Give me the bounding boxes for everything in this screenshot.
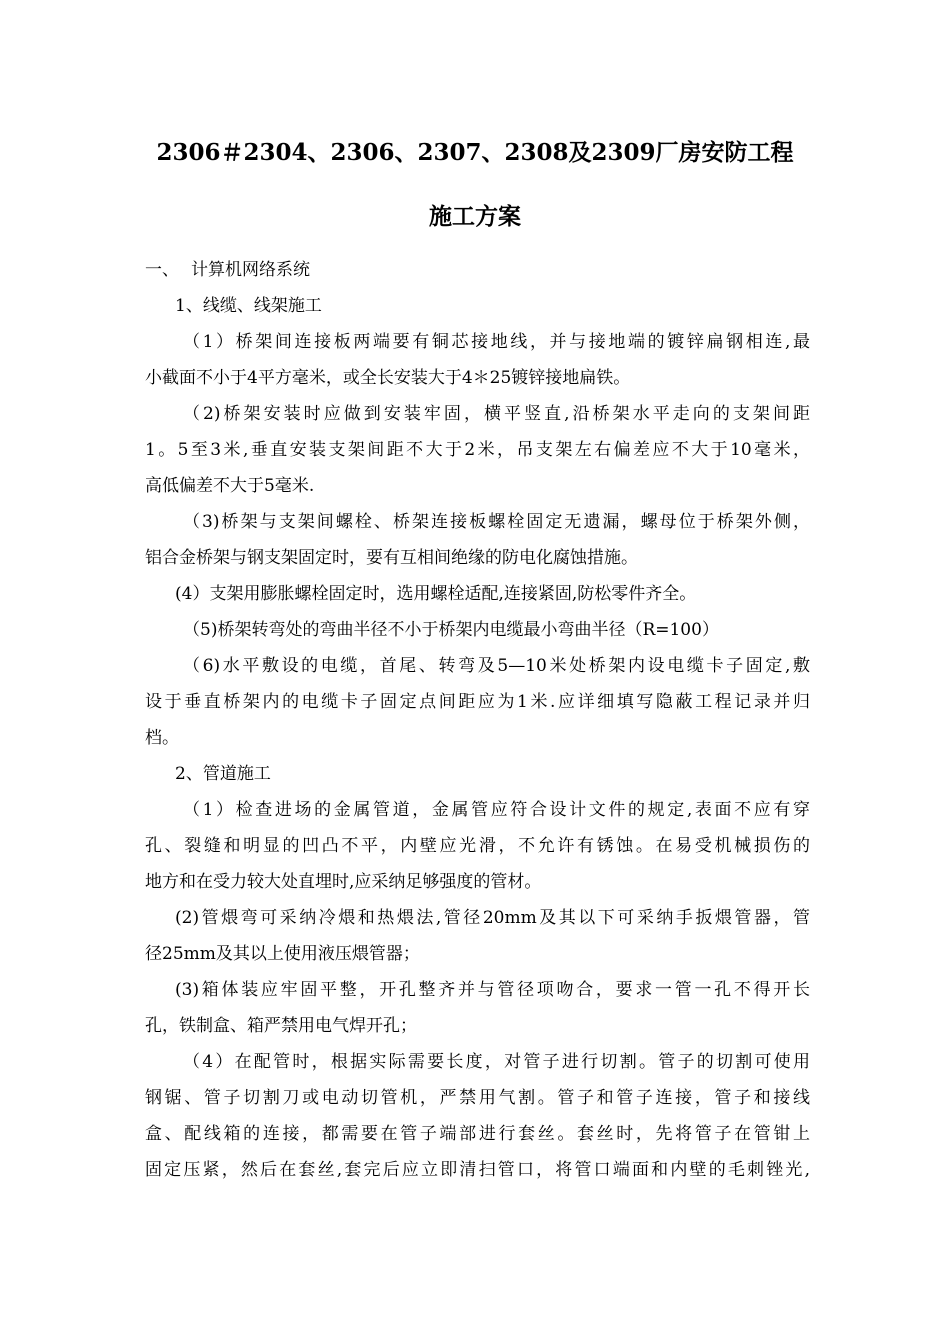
paragraph-line: （5)桥架转弯处的弯曲半径不小于桥架内电缆最小弯曲半径（R=100）: [183, 620, 719, 640]
section-number: 一、: [145, 260, 179, 280]
paragraph-line: 孔，铁制盒、箱严禁用电气焊开孔；: [145, 1016, 417, 1036]
paragraph-line: (3)箱体装应牢固平整，开孔整齐并与管径项吻合，要求一管一孔不得开长: [175, 980, 810, 1000]
paragraph-line: （3)桥架与支架间螺栓、桥架连接板螺栓固定无遗漏，螺母位于桥架外侧，: [183, 512, 810, 532]
paragraph-line: （1）桥架间连接板两端要有铜芯接地线，并与接地端的镀锌扁钢相连,最: [183, 332, 810, 352]
paragraph-line: 档。: [145, 728, 179, 748]
paragraph-line: (2)管煨弯可采纳冷煨和热煨法,管径20mm及其以下可采纳手扳煨管器，管: [175, 908, 810, 928]
subsection-heading: 2、管道施工: [175, 764, 271, 784]
paragraph-line: 径25mm及其以上使用液压煨管器；: [145, 944, 420, 964]
document-title: 2306＃2304、2306、2307、2308及2309厂房安防工程: [156, 139, 794, 166]
document-subtitle: 施工方案: [429, 203, 521, 230]
paragraph-line: (4）支架用膨胀螺栓固定时，选用螺栓适配,连接紧固,防松零件齐全。: [175, 584, 697, 604]
paragraph-line: 设于垂直桥架内的电缆卡子固定点间距应为1米.应详细填写隐蔽工程记录并归: [145, 692, 810, 712]
paragraph-line: 小截面不小于4平方毫米，或全长安装大于4＊25镀锌接地扁铁。: [145, 368, 631, 388]
paragraph-line: 钢锯、管子切割刀或电动切管机，严禁用气割。管子和管子连接，管子和接线: [145, 1088, 810, 1108]
paragraph-line: （1）检查进场的金属管道，金属管应符合设计文件的规定,表面不应有穿: [183, 800, 810, 820]
subsection-heading: 1、线缆、线架施工: [175, 296, 322, 316]
paragraph-line: 高低偏差不大于5毫米.: [145, 476, 315, 496]
paragraph-line: （6)水平敷设的电缆，首尾、转弯及5—10米处桥架内设电缆卡子固定,敷: [183, 656, 810, 676]
paragraph-line: 固定压紧，然后在套丝,套完后应立即清扫管口，将管口端面和内壁的毛刺锉光,: [145, 1160, 810, 1180]
paragraph-line: 1。5至3米,垂直安装支架间距不大于2米，吊支架左右偏差应不大于10毫米，: [145, 440, 810, 460]
paragraph-line: 孔、裂缝和明显的凹凸不平，内壁应光滑，不允许有锈蚀。在易受机械损伤的: [145, 836, 810, 856]
section-heading: [145, 252, 810, 288]
paragraph-line: 地方和在受力较大处直埋时,应采纳足够强度的管材。: [145, 872, 542, 892]
section-title: 计算机网络系统: [191, 260, 310, 280]
paragraph-line: 铝合金桥架与钢支架固定时，要有互相间绝缘的防电化腐蚀措施。: [145, 548, 638, 568]
paragraph-line: 盒、配线箱的连接，都需要在管子端部进行套丝。套丝时，先将管子在管钳上: [145, 1124, 810, 1144]
document-body: [145, 252, 810, 1188]
paragraph-line: （4）在配管时，根据实际需要长度，对管子进行切割。管子的切割可使用: [183, 1052, 810, 1072]
paragraph-line: （2)桥架安装时应做到安装牢固，横平竖直,沿桥架水平走向的支架间距: [183, 404, 810, 424]
